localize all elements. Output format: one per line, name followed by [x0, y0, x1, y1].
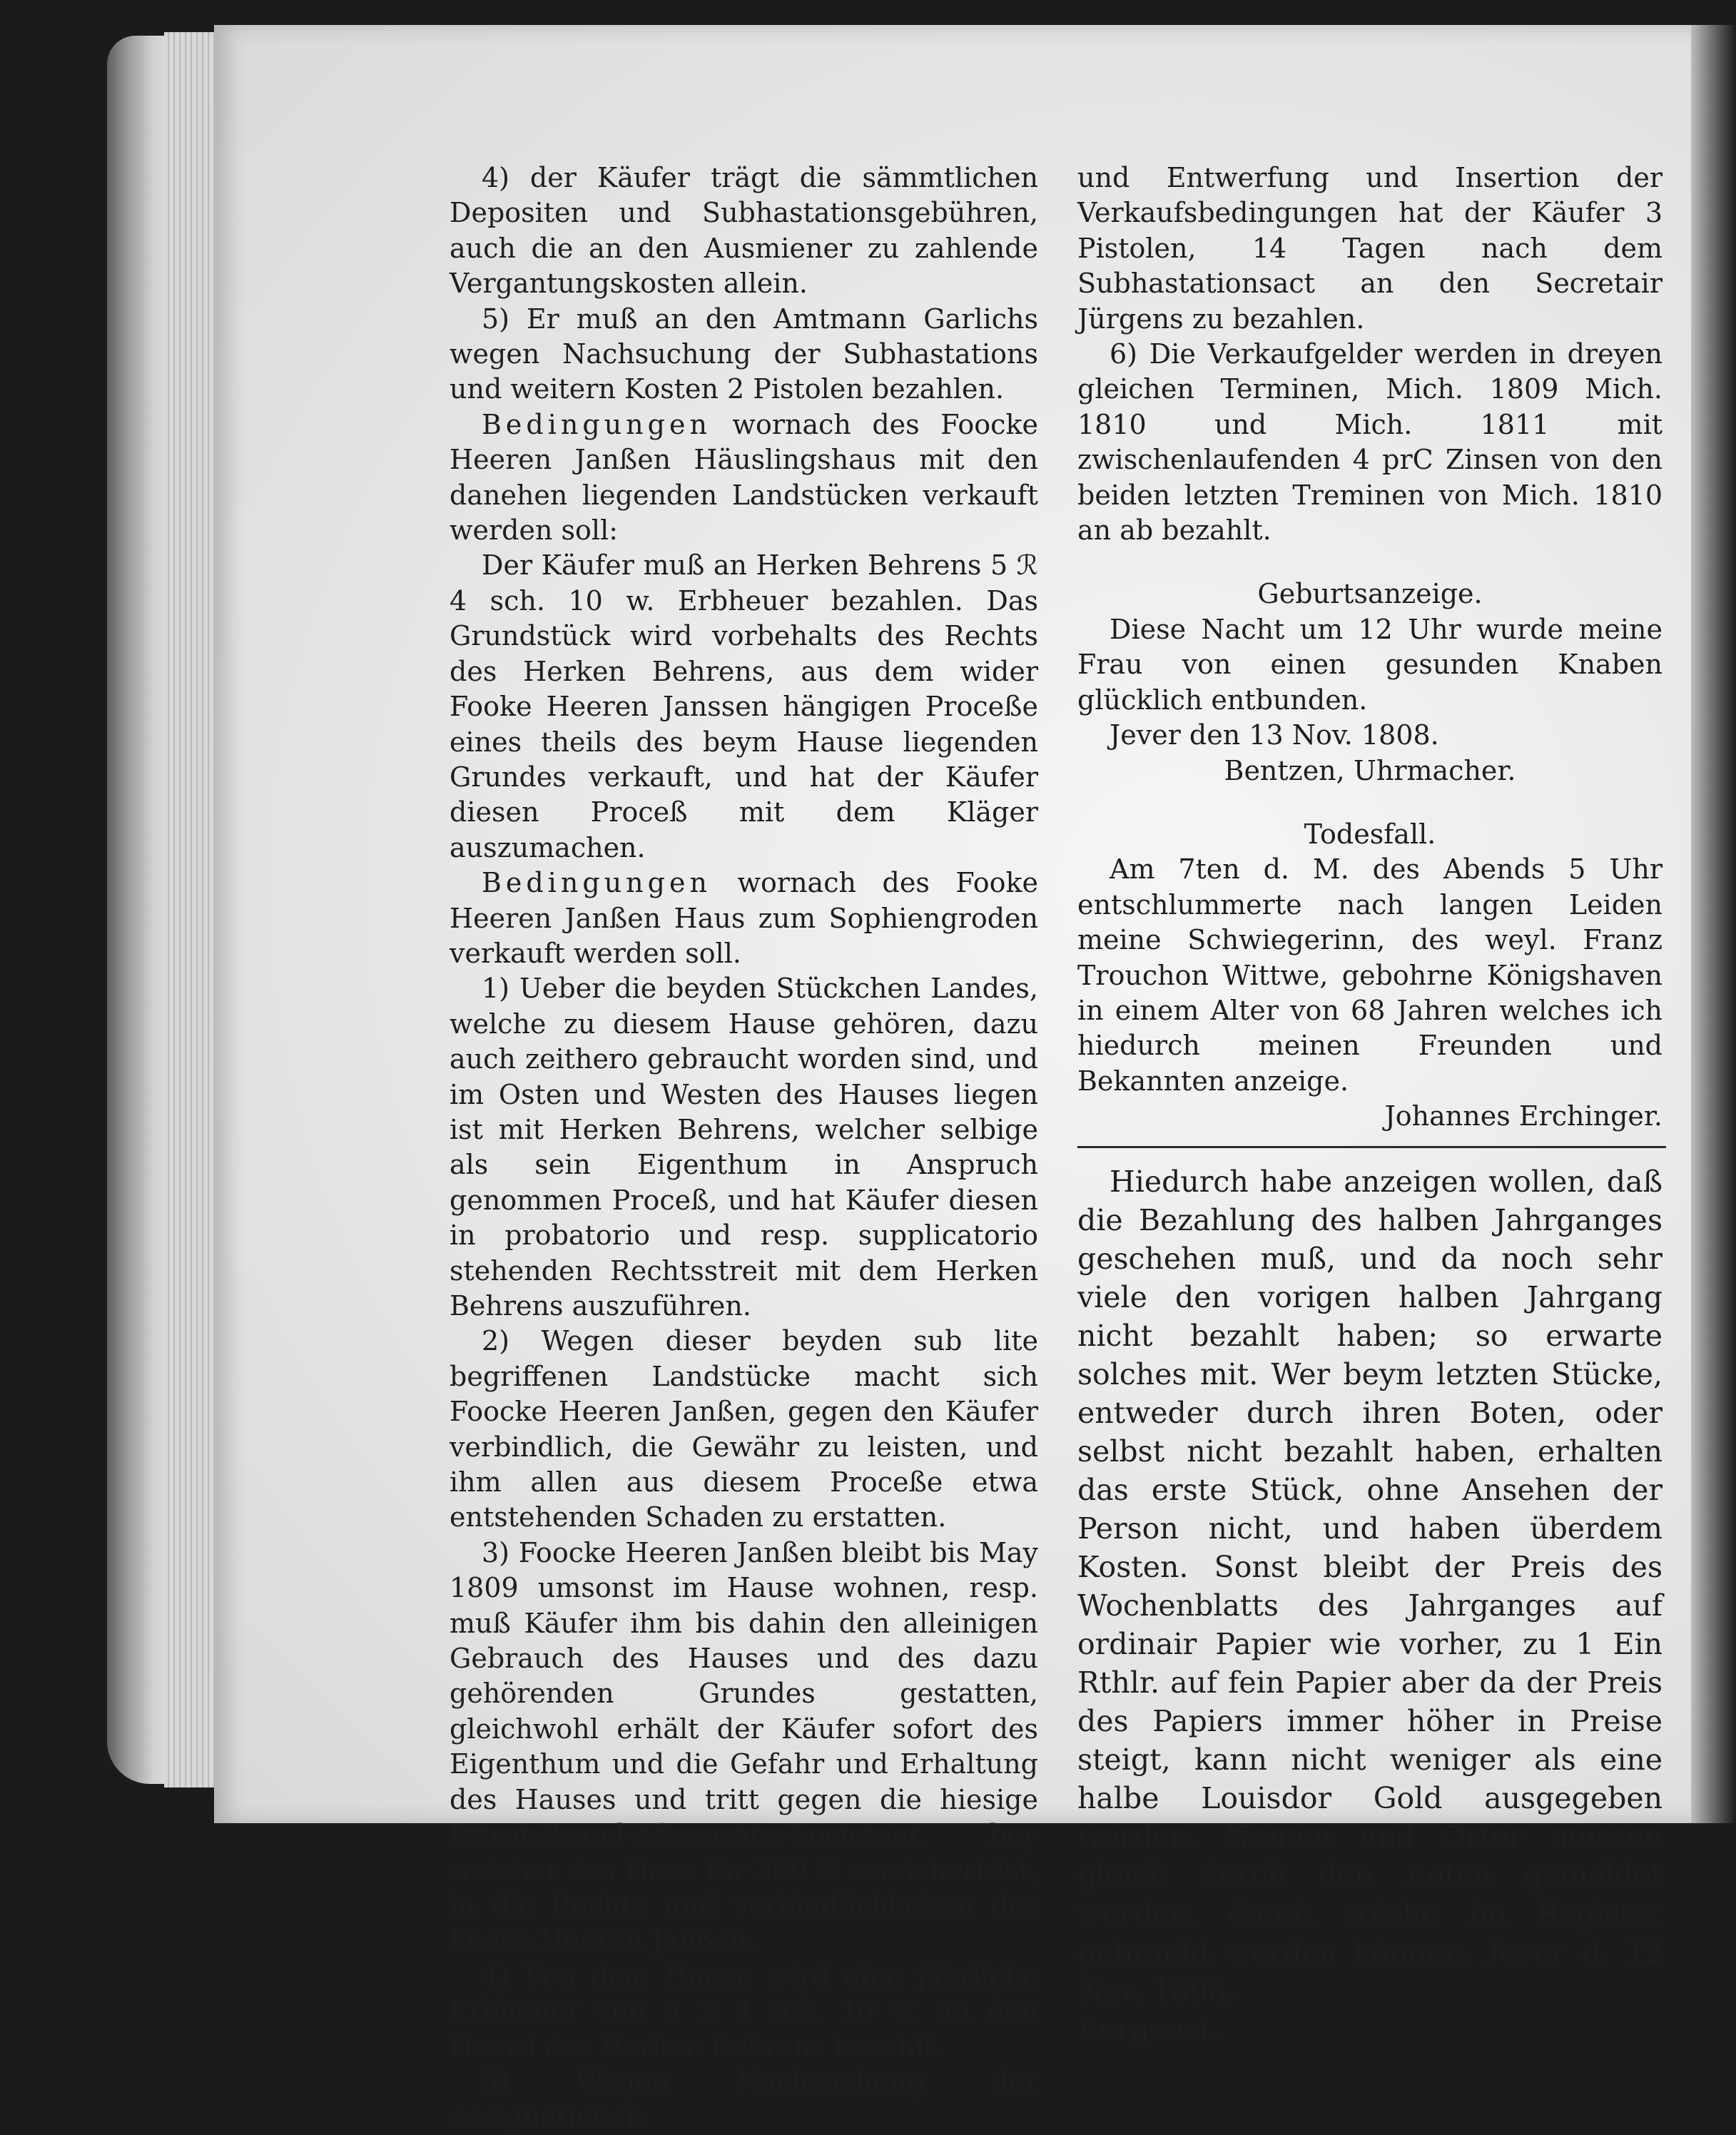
house-condition-2-paragraph: 2) Wegen dieser beyden sub lite begriffenen Landstücke macht sich Foocke Heeren Janßen, gegen den Käufer verbindlich, die Gewähr zu leisten, und ihm allen aus diesem Proceße etwa entstehenden Schaden zu erstatten.	[450, 1325, 1038, 1533]
conditions-house-1-paragraph	[450, 407, 1038, 549]
condition-4-paragraph: 4) der Käufer trägt die sämmtlichen Depositen und Subhastationsgebühren, auch die an den Ausmiener zu zahlende Vergantungskosten allein.	[450, 162, 1038, 300]
buyer-obligation-paragraph: Der Käufer muß an Herken Behrens 5 ℛ 4 sch. 10 w. Erbheuer bezahlen. Das Grundstück wird vorbehalts des Rechts des Herken Behrens, aus dem wider Fooke Heeren Janssen hängigen Proceße eines theils des beym Hause liegenden Grundes verkauft, und hat der Käufer diesen Proceß mit dem Kläger auszumachen.	[450, 549, 1038, 863]
facing-page-gutter	[1691, 25, 1736, 1823]
conditions-heading: Bedingungen	[482, 867, 711, 899]
continuation-paragraph: und Entwerfung und Insertion der Verkaufsbedingungen hat der Käufer 3 Pistolen, 14 Tagen nach dem Subhastationsact an den Secretair Jürgens zu bezahlen.	[1077, 162, 1663, 335]
death-notice-title: Todesfall.	[1304, 818, 1436, 850]
condition-5-paragraph: 5) Er muß an den Amtmann Garlichs wegen Nachsuchung der Subhastations und weitern Kosten 2 Pistolen bezahlen.	[450, 303, 1038, 405]
conditions-heading: Bedingungen	[482, 408, 711, 440]
conditions-house-2-paragraph	[450, 866, 1038, 971]
house-condition-1-paragraph: 1) Ueber die beyden Stückchen Landes, welche zu diesem Hause gehören, dazu auch zeithero gebraucht worden sind, und im Osten und Westen des Hauses liegen ist mit Herken Behrens, welcher selbige als sein Eigenthum in Anspruch genommen Proceß, und hat Käufer diesen in probatorio und resp. supplicatorio stehenden Rechtsstreit mit dem Herken Behrens auszuführen.	[450, 973, 1038, 1322]
conditions-text: wornach des Foocke Heeren Janßen Häuslingshaus mit den danehen liegenden Landstücken verkauft werden soll:	[450, 408, 1038, 547]
payment-notice-text: Hiedurch habe anzeigen wollen, daß die Bezahlung des halben Jahrganges geschehen muß, und da noch sehr viele den vorigen halben Jahrgang nicht bezahlt haben; so erwarte solches mit. Wer beym letzten Stücke, entweder durch ihren Boten, oder selbst nicht bezahlt haben, erhalten das erste Stück, ohne Ansehen der Person nicht, und haben überdem Kosten. Sonst bleibt der Preis des Wochenblatts des Jahrganges auf ordinair Papier wie vorher, zu 1 Ein Rthlr. auf fein Papier aber da der Preis des Papiers immer höher in Preise steigt, kann nicht weniger als eine halbe Louisdor Gold ausgegeben werden. Namen und Orter müssen gleich durch den Boten gemeldet werden, damit solche im Register gebracht werden können. Jever d. 12 Nov. 1808.	[1077, 1164, 1663, 2008]
birth-announcement-signature: Bentzen, Uhrmacher.	[1224, 754, 1516, 786]
house-condition-5-paragraph: 5) Wegen Nachsuchung der Assignationen	[450, 2065, 1038, 2133]
right-column	[1077, 161, 1663, 2049]
payment-notice-signature: Borgeest.	[1077, 2012, 1220, 2047]
condition-6-paragraph: 6) Die Verkaufgelder werden in dreyen gleichen Terminen, Mich. 1809 Mich. 1810 und Mich. 1811 mit zwischenlaufenden 4 prC Zinsen von den beiden letzten Treminen von Mich. 1810 an ab bezahlt.	[1077, 338, 1663, 547]
left-column	[450, 161, 1038, 2135]
birth-announcement-place-date: Jever den 13 Nov. 1808.	[1110, 719, 1439, 751]
section-divider	[1077, 1146, 1666, 1148]
payment-notice	[1077, 1162, 1663, 2049]
death-notice-text: Am 7ten d. M. des Abends 5 Uhr entschlummerte nach langen Leiden meine Schwiegerinn, des weyl. Franz Trouchon Wittwe, gebohrne Königshaven in einem Alter von 68 Jahren welches ich hiedurch meinen Freunden und Bekannten anzeige.	[1077, 853, 1663, 1097]
birth-announcement-title: Geburtsanzeige.	[1257, 578, 1483, 610]
house-condition-3-paragraph: 3) Foocke Heeren Janßen bleibt bis May 1809 umsonst im Hause wohnen, resp. muß Käufer ihm bis dahin den alleinigen Gebrauch des Hauses und des dazu gehörenden Grundes gestatten, gleichwohl erhält der Käufer sofort des Eigenthum und die Gefahr und Erhaltung des Hauses und tritt gegen die hiesige Privat-Brand-Aßecuranz-Societaet, bey welcher das Haus für 300 ℛ versichert ist, in die Rechte und verbindlichkeiten des Fooke Heeren Janßen.	[450, 1536, 1038, 1957]
birth-announcement-text: Diese Nacht um 12 Uhr wurde meine Frau von einen gesunden Knaben glücklich entbunden.	[1077, 613, 1663, 716]
death-notice-signature: Johannes Erchinger.	[1384, 1100, 1663, 1132]
conditions-text: wornach des Fooke Heeren Janßen Haus zum Sophiengroden verkauft werden soll.	[450, 867, 1038, 969]
house-condition-4-paragraph: 4) Von dem Hause wird eine jährliche Erbheuer von 5 ℛ 4 sch. 10 w. an den Heerd des Herken Behrens bezahlt.	[450, 1959, 1038, 2062]
